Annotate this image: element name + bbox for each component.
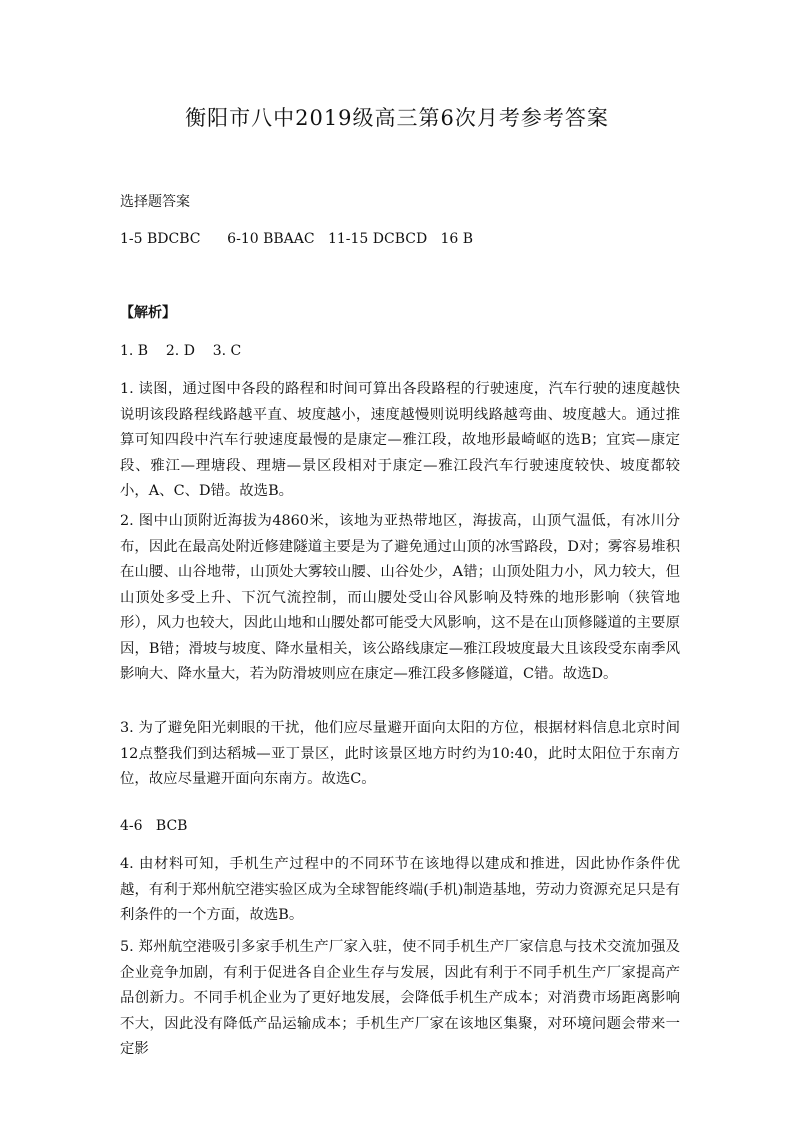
document-title: 衡阳市八中2019级高三第6次月考参考答案 (185, 106, 609, 130)
group1-answers: 1. B 2. D 3. C (120, 343, 242, 359)
choice-answers-heading: 选择题答案 (120, 194, 190, 210)
explanation-q4: 4. 由材料可知，手机生产过程中的不同环节在该地得以建成和推进，因此协作条件优越，有利于郑州航空港实验区成为全球智能终端(手机)制造基地，劳动力资源充足只是有利条件的一个方面，故选B。 (120, 856, 680, 923)
explanation-q1: 1. 读图，通过图中各段的路程和时间可算出各段路程的行驶速度，汽车行驶的速度越快说明该段路程线路越平直、坡度越小，速度越慢则说明线路越弯曲、坡度越大。通过推算可知四段中汽车行驶速度最慢的是康定—雅江段，故地形最崎岖的选B；宜宾—康定段、雅江—理塘段、理塘—景区段相对于康定—雅江段汽车行驶速度较快、坡度都较小，A、C、D错。故选B。 (120, 381, 680, 499)
explanation-q2: 2. 图中山顶附近海拔为4860米，该地为亚热带地区，海拔高，山顶气温低，有冰川分布，因此在最高处附近修建隧道主要是为了避免通过山顶的冰雪路段，D对；雾容易堆积在山腰、山谷地带，山顶处大雾较山腰、山谷处少，A错；山顶处阻力小，风力较大，但山顶处多受上升、下沉气流控制，而山腰处受山谷风影响及特殊的地形影响（狭管地形），风力也较大，因此山地和山腰处都可能受大风影响，这不是在山顶修隧道的主要原因，B错；滑坡与坡度、降水量相关，该公路线康定—雅江段坡度最大且该段受东南季风影响大、降水量大，若为防滑坡则应在康定—雅江段多修隧道，C错。故选D。 (120, 513, 680, 682)
explanation-q5: 5. 郑州航空港吸引多家手机生产厂家入驻，使不同手机生产厂家信息与技术交流加强及企业竞争加剧，有利于促进各自企业生存与发展，因此有利于不同手机生产厂家提高产品创新力。不同手机企业为了更好地发展，会降低手机生产成本；对消费市场距离影响不大，因此没有降低产品运输成本；手机生产厂家在该地区集聚，对环境问题会带来一定影 (120, 939, 680, 1057)
explanation-q3: 3. 为了避免阳光刺眼的干扰，他们应尽量避开面向太阳的方位，根据材料信息北京时间12点整我们到达稻城—亚丁景区，此时该景区地方时约为10:40，此时太阳位于东南方位，故应尽量避开面向东南方。故选C。 (120, 720, 680, 787)
analysis-heading: 【解析】 (120, 305, 176, 321)
choice-answers-line: 1-5 BDCBC 6-10 BBAAC 11-15 DCBCD 16 B (120, 231, 474, 247)
group2-answers: 4-6 BCB (120, 818, 188, 834)
